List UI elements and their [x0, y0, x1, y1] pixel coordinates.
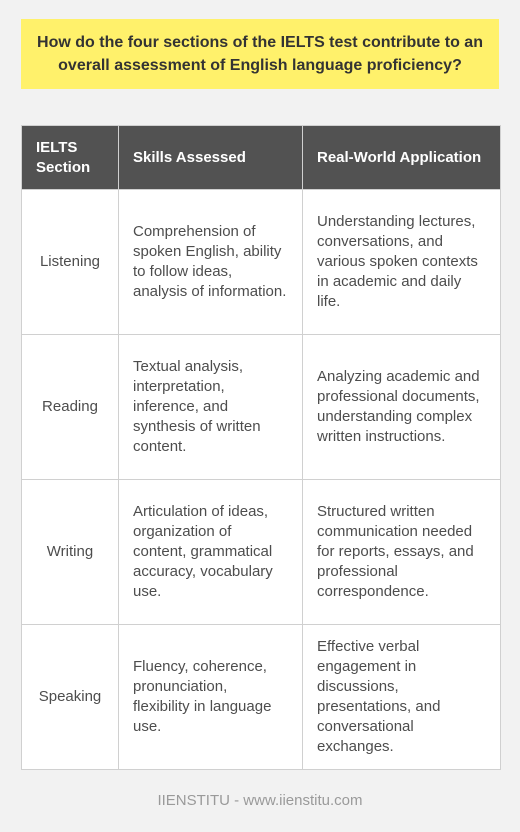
skills-cell: Fluency, coherence, pronunciation, flexibility in language use. — [119, 625, 303, 770]
section-cell: Listening — [22, 190, 119, 335]
application-cell: Understanding lectures, conversations, and various spoken contexts in academic and daily life. — [303, 190, 501, 335]
skills-cell: Comprehension of spoken English, ability to follow ideas, analysis of information. — [119, 190, 303, 335]
header-real-world-application: Real-World Application — [303, 126, 501, 190]
question-banner — [21, 19, 499, 89]
ielts-table — [21, 125, 501, 770]
table-header-row — [22, 126, 501, 190]
footer-credit: IIENSTITU - www.iienstitu.com — [157, 792, 363, 809]
header-ielts-section: IELTS Section — [22, 126, 119, 190]
section-cell: Reading — [22, 335, 119, 480]
table-row — [22, 625, 501, 770]
skills-cell: Articulation of ideas, organization of content, grammatical accuracy, vocabulary use. — [119, 480, 303, 625]
skills-cell: Textual analysis, interpretation, inference, and synthesis of written content. — [119, 335, 303, 480]
header-skills-assessed: Skills Assessed — [119, 126, 303, 190]
table-row — [22, 480, 501, 625]
application-cell: Effective verbal engagement in discussions, presentations, and conversational exchanges. — [303, 625, 501, 770]
section-cell: Speaking — [22, 625, 119, 770]
table-row — [22, 190, 501, 335]
section-cell: Writing — [22, 480, 119, 625]
table-row — [22, 335, 501, 480]
application-cell: Analyzing academic and professional documents, understanding complex written instructions. — [303, 335, 501, 480]
question-text: How do the four sections of the IELTS test contribute to an overall assessment of English language proficiency? — [37, 34, 483, 74]
application-cell: Structured written communication needed for reports, essays, and professional correspondence. — [303, 480, 501, 625]
